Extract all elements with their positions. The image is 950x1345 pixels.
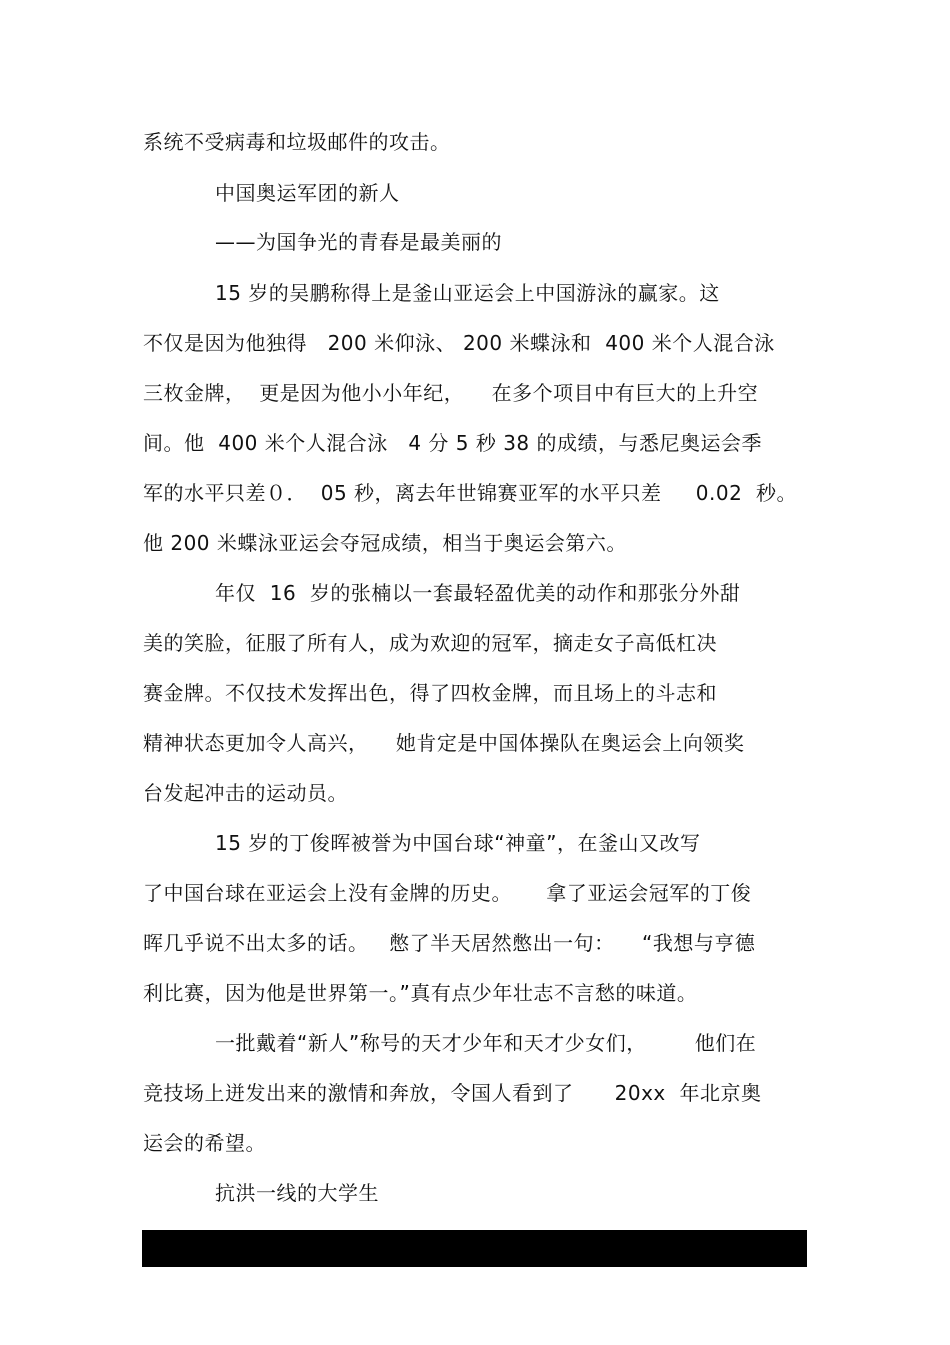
text-line-17: 晖几乎说不出太多的话。 憋了半天居然憋出一句： “我想与亨德 — [143, 931, 756, 955]
text-line-14: 台发起冲击的运动员。 — [143, 781, 348, 805]
text-line-12: 赛金牌。不仅技术发挥出色，得了四枚金牌，而且场上的斗志和 — [143, 681, 717, 705]
text-line-16: 了中国台球在亚运会上没有金牌的历史。 拿了亚运会冠军的丁俊 — [143, 881, 752, 905]
text-line-11: 美的笑脸，征服了所有人，成为欢迎的冠军，摘走女子高低杠决 — [143, 631, 717, 655]
section-heading-olympic-newcomers: 中国奥运军团的新人 — [215, 181, 400, 205]
redaction-bar — [142, 1230, 807, 1267]
text-line-19: 一批戴着“新人”称号的天才少年和天才少女们， 他们在 — [215, 1031, 757, 1055]
section-subheading: ——为国争光的青春是最美丽的 — [215, 230, 502, 254]
text-line-7: 间。他 400 米个人混合泳 4 分 5 秒 38 的成绩，与悉尼奥运会季 — [143, 431, 763, 455]
section-heading-flood-students: 抗洪一线的大学生 — [215, 1181, 379, 1205]
text-line-9: 他 200 米蝶泳亚运会夺冠成绩，相当于奥运会第六。 — [143, 531, 627, 555]
text-line-20: 竞技场上迸发出来的激情和奔放，令国人看到了 20xx 年北京奥 — [143, 1081, 762, 1105]
text-line-4: 15 岁的吴鹏称得上是釜山亚运会上中国游泳的赢家。这 — [215, 281, 720, 305]
text-line-15: 15 岁的丁俊晖被誉为中国台球“神童”，在釜山又改写 — [215, 831, 701, 855]
text-line-21: 运会的希望。 — [143, 1131, 266, 1155]
text-line-8: 军的水平只差０． 05 秒，离去年世锦赛亚军的水平只差 0.02 秒。 — [143, 481, 798, 505]
text-line-6: 三枚金牌， 更是因为他小小年纪， 在多个项目中有巨大的上升空 — [143, 381, 759, 405]
text-line-13: 精神状态更加令人高兴， 她肯定是中国体操队在奥运会上向领奖 — [143, 731, 745, 755]
text-line-1: 系统不受病毒和垃圾邮件的攻击。 — [143, 130, 451, 154]
text-line-5: 不仅是因为他独得 200 米仰泳、 200 米蝶泳和 400 米个人混合泳 — [143, 331, 775, 355]
text-line-18: 利比赛，因为他是世界第一。”真有点少年壮志不言愁的味道。 — [143, 981, 698, 1005]
text-line-10: 年仅 16 岁的张楠以一套最轻盈优美的动作和那张分外甜 — [215, 581, 741, 605]
